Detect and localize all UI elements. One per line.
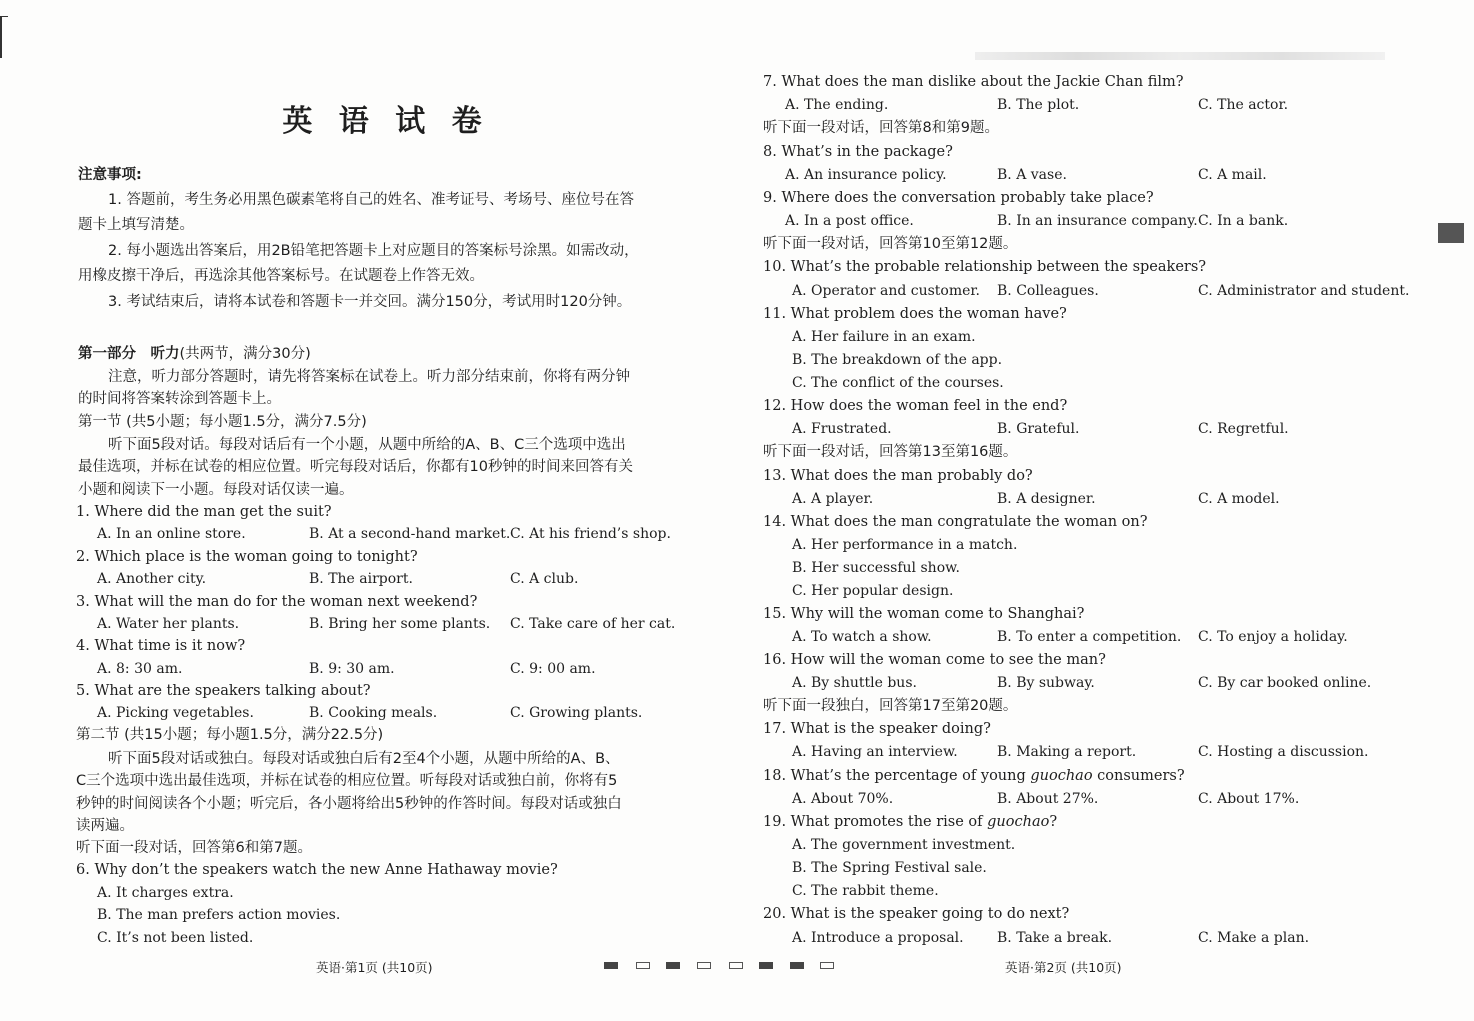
question-8-option-c: C. A mail.: [1198, 167, 1267, 183]
question-2-option-b: B. The airport.: [309, 571, 413, 587]
notice-item-1b: 题卡上填写清楚。: [78, 217, 194, 233]
question-3-option-a: A. Water her plants.: [97, 616, 240, 632]
question-9-option-b: B. In an insurance company.: [997, 213, 1198, 229]
question-13-option-a: A. A player.: [792, 491, 874, 507]
question-19-option-c: C. The rabbit theme.: [792, 883, 939, 899]
section1-intro-2: 最佳选项，并标在试卷的相应位置。听完每段对话后，你都有10秒钟的时间来回答有关: [78, 459, 633, 475]
question-8-option-b: B. A vase.: [997, 167, 1067, 183]
listen-instruction-6-7: 听下面一段对话，回答第6和第7题。: [76, 840, 312, 856]
scan-edge-tick: [0, 16, 8, 17]
registration-mark: [666, 962, 680, 969]
notice-item-2b: 用橡皮擦干净后，再选涂其他答案标号。在试题卷上作答无效。: [78, 268, 484, 284]
question-10-stem: 10. What’s the probable relationship between the speakers?: [763, 259, 1207, 275]
question-19-option-a: A. The government investment.: [792, 837, 1016, 853]
part1-heading-note: (共两节，满分30分): [179, 346, 311, 362]
question-5-option-a: A. Picking vegetables.: [97, 705, 254, 721]
listen-instruction-13-16: 听下面一段对话，回答第13至第16题。: [763, 444, 1018, 460]
question-11-option-a: A. Her failure in an exam.: [792, 329, 976, 345]
question-17-option-b: B. Making a report.: [997, 744, 1137, 760]
question-14-option-b: B. Her successful show.: [792, 560, 960, 576]
question-6-option-c: C. It’s not been listed.: [97, 930, 254, 946]
question-18-stem: [763, 767, 1185, 785]
question-4-option-a: A. 8: 30 am.: [97, 661, 183, 677]
question-7-stem: 7. What does the man dislike about the Jackie Chan film?: [763, 74, 1184, 90]
question-10-option-b: B. Colleagues.: [997, 283, 1099, 299]
question-3-option-c: C. Take care of her cat.: [510, 616, 676, 632]
question-9-stem: 9. Where does the conversation probably take place?: [763, 190, 1154, 206]
question-1-option-c: C. At his friend’s shop.: [510, 526, 671, 542]
part1-heading-title: 第一部分 听力: [78, 346, 180, 362]
question-15-stem: 15. Why will the woman come to Shanghai?: [763, 606, 1085, 622]
question-12-option-c: C. Regretful.: [1198, 421, 1289, 437]
question-5-option-c: C. Growing plants.: [510, 705, 643, 721]
section2-intro-2: C三个选项中选出最佳选项，并标在试卷的相应位置。听每段对话或独白前，你将有5: [76, 773, 618, 789]
question-5-stem: 5. What are the speakers talking about?: [76, 683, 371, 699]
question-17-option-c: C. Hosting a discussion.: [1198, 744, 1369, 760]
question-1-option-a: A. In an online store.: [97, 526, 246, 542]
question-6-stem: 6. Why don’t the speakers watch the new Anne Hathaway movie?: [76, 862, 558, 878]
part1-intro-1: 注意，听力部分答题时，请先将答案标在试卷上。听力部分结束前，你将有两分钟: [108, 369, 630, 385]
question-15-option-c: C. To enjoy a holiday.: [1198, 629, 1348, 645]
question-7-option-c: C. The actor.: [1198, 97, 1289, 113]
notice-item-3: 3. 考试结束后，请将本试卷和答题卡一并交回。满分150分，考试用时120分钟。: [108, 294, 632, 310]
question-20-stem: 20. What is the speaker going to do next?: [763, 906, 1070, 922]
question-16-option-c: C. By car booked online.: [1198, 675, 1372, 691]
question-8-stem: 8. What’s in the package?: [763, 144, 953, 160]
question-19-stem-italic: guochao: [987, 814, 1050, 830]
question-5-option-b: B. Cooking meals.: [309, 705, 438, 721]
question-18-stem-post: consumers?: [1092, 768, 1185, 784]
section1-intro-1: 听下面5段对话。每段对话后有一个小题，从题中所给的A、B、C三个选项中选出: [108, 437, 626, 453]
question-17-stem: 17. What is the speaker doing?: [763, 721, 991, 737]
question-16-option-a: A. By shuttle bus.: [792, 675, 917, 691]
notice-item-1a: 1. 答题前，考生务必用黑色碳素笔将自己的姓名、准考证号、考场号、座位号在答: [108, 192, 634, 208]
question-3-stem: 3. What will the man do for the woman next weekend?: [76, 594, 478, 610]
listen-instruction-10-12: 听下面一段对话，回答第10至第12题。: [763, 236, 1018, 252]
listen-instruction-8-9: 听下面一段对话，回答第8和第9题。: [763, 120, 999, 136]
question-8-option-a: A. An insurance policy.: [785, 167, 947, 183]
question-16-option-b: B. By subway.: [997, 675, 1095, 691]
question-2-option-c: C. A club.: [510, 571, 579, 587]
question-19-stem-pre: 19. What promotes the rise of: [763, 814, 988, 830]
question-18-stem-pre: 18. What’s the percentage of young: [763, 768, 1031, 784]
question-16-stem: 16. How will the woman come to see the man?: [763, 652, 1106, 668]
question-4-option-b: B. 9: 30 am.: [309, 661, 395, 677]
question-18-stem-italic: guochao: [1030, 768, 1093, 784]
scan-edge-mark: [0, 16, 2, 58]
question-4-option-c: C. 9: 00 am.: [510, 661, 596, 677]
question-9-option-c: C. In a bank.: [1198, 213, 1289, 229]
registration-mark: [697, 962, 711, 969]
registration-mark: [729, 962, 743, 969]
question-17-option-a: A. Having an interview.: [792, 744, 958, 760]
question-18-option-a: A. About 70%.: [792, 791, 894, 807]
question-19-option-b: B. The Spring Festival sale.: [792, 860, 987, 876]
question-19-stem: [763, 813, 1057, 831]
question-10-option-a: A. Operator and customer.: [792, 283, 981, 299]
registration-mark: [636, 962, 650, 969]
question-11-option-c: C. The conflict of the courses.: [792, 375, 1004, 391]
question-10-option-c: C. Administrator and student.: [1198, 283, 1410, 299]
part1-heading: [78, 345, 311, 363]
section2-intro-4: 读两遍。: [76, 818, 134, 834]
question-18-option-b: B. About 27%.: [997, 791, 1099, 807]
question-20-option-b: B. Take a break.: [997, 930, 1113, 946]
notice-item-2a: 2. 每小题选出答案后，用2B铅笔把答题卡上对应题目的答案标号涂黑。如需改动，: [108, 243, 639, 259]
listen-instruction-17-20: 听下面一段独白，回答第17至第20题。: [763, 698, 1018, 714]
question-15-option-b: B. To enter a competition.: [997, 629, 1182, 645]
question-2-option-a: A. Another city.: [97, 571, 207, 587]
question-11-stem: 11. What problem does the woman have?: [763, 306, 1067, 322]
question-20-option-c: C. Make a plan.: [1198, 930, 1310, 946]
question-1-option-b: B. At a second-hand market.: [309, 526, 511, 542]
registration-mark: [790, 962, 804, 969]
question-11-option-b: B. The breakdown of the app.: [792, 352, 1003, 368]
question-7-option-b: B. The plot.: [997, 97, 1080, 113]
question-9-option-a: A. In a post office.: [785, 213, 914, 229]
part1-intro-2: 的时间将答案转涂到答题卡上。: [78, 391, 281, 407]
question-20-option-a: A. Introduce a proposal.: [792, 930, 964, 946]
scan-artifact: [975, 52, 1385, 60]
question-12-option-b: B. Grateful.: [997, 421, 1080, 437]
registration-mark: [759, 962, 773, 969]
page-tab-marker: [1438, 223, 1464, 243]
question-12-option-a: A. Frustrated.: [792, 421, 892, 437]
question-13-stem: 13. What does the man probably do?: [763, 468, 1033, 484]
section1-intro-3: 小题和阅读下一小题。每段对话仅读一遍。: [78, 482, 354, 498]
question-7-option-a: A. The ending.: [785, 97, 889, 113]
notice-heading: 注意事项:: [78, 167, 142, 183]
section2-intro-1: 听下面5段对话或独白。每段对话或独白后有2至4个小题，从题中所给的A、B、: [108, 751, 620, 767]
question-6-option-a: A. It charges extra.: [97, 885, 234, 901]
question-14-option-a: A. Her performance in a match.: [792, 537, 1018, 553]
question-1-stem: 1. Where did the man get the suit?: [76, 504, 332, 520]
question-6-option-b: B. The man prefers action movies.: [97, 907, 341, 923]
question-18-option-c: C. About 17%.: [1198, 791, 1300, 807]
question-12-stem: 12. How does the woman feel in the end?: [763, 398, 1068, 414]
question-13-option-c: C. A model.: [1198, 491, 1280, 507]
footer-page-1: 英语·第1页 (共10页): [316, 960, 433, 975]
registration-mark: [604, 962, 618, 969]
footer-page-2: 英语·第2页 (共10页): [1005, 960, 1122, 975]
registration-mark: [820, 962, 834, 969]
section2-intro-3: 秒钟的时间阅读各个小题；听完后，各小题将给出5秒钟的作答时间。每段对话或独白: [76, 796, 622, 812]
exam-title: 英 语 试 卷: [282, 104, 490, 139]
section2-heading: 第二节 (共15小题；每小题1.5分，满分22.5分): [76, 727, 384, 743]
question-19-stem-post: ?: [1049, 814, 1058, 830]
question-14-option-c: C. Her popular design.: [792, 583, 954, 599]
section1-heading: 第一节 (共5小题；每小题1.5分，满分7.5分): [78, 414, 367, 430]
question-4-stem: 4. What time is it now?: [76, 638, 246, 654]
question-13-option-b: B. A designer.: [997, 491, 1096, 507]
question-2-stem: 2. Which place is the woman going to tonight?: [76, 549, 418, 565]
question-15-option-a: A. To watch a show.: [792, 629, 932, 645]
question-3-option-b: B. Bring her some plants.: [309, 616, 491, 632]
question-14-stem: 14. What does the man congratulate the woman on?: [763, 514, 1148, 530]
